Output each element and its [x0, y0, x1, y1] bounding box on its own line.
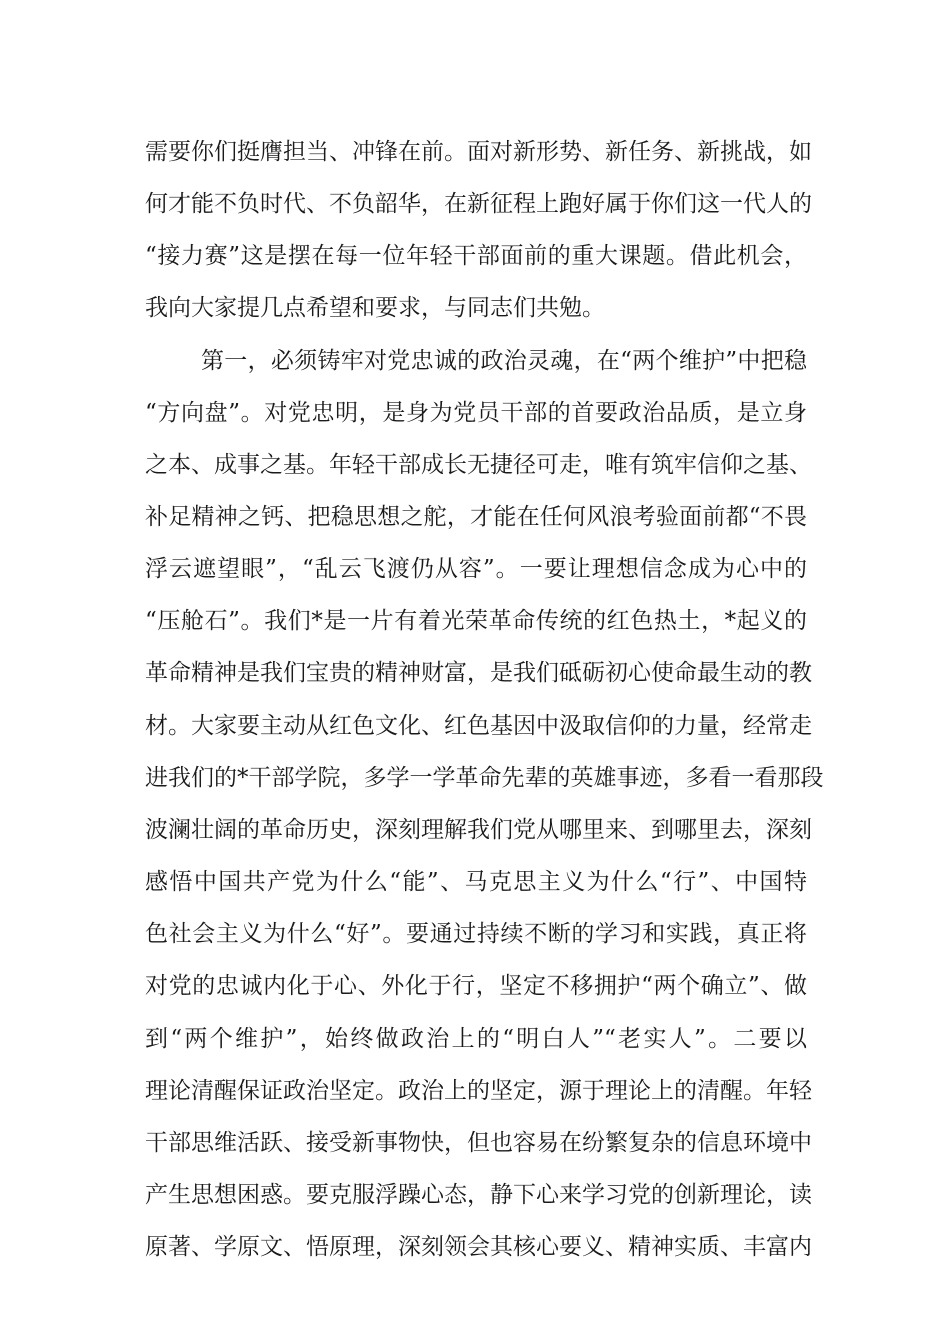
text-line-2: 何才能不负时代、不负韶华，在新征程上跑好属于你们这一代人的 [145, 191, 812, 217]
text-line-6: “方向盘”。对党忠明，是身为党员干部的首要政治品质，是立身 [145, 400, 807, 426]
text-line-7: 之本、成事之基。年轻干部成长无捷径可走，唯有筑牢信仰之基、 [145, 452, 812, 478]
text-line-16: 色社会主义为什么“好”。要通过持续不断的学习和实践，真正将 [145, 921, 807, 947]
text-line-1: 需要你们挺膺担当、冲锋在前。面对新形势、新任务、新挑战，如 [145, 139, 812, 165]
text-line-21: 产生思想困惑。要克服浮躁心态，静下心来学习党的创新理论，读 [145, 1182, 812, 1208]
text-line-11: 革命精神是我们宝贵的精神财富，是我们砥砺初心使命最生动的教 [145, 660, 812, 686]
paragraph-heading-first: 第一，必须铸牢对党忠诚的政治灵魂，在“两个维护”中把稳 [201, 348, 807, 374]
text-line-9: 浮云遮望眼”，“乱云飞渡仍从容”。一要让理想信念成为心中的 [145, 556, 807, 582]
text-line-17: 对党的忠诚内化于心、外化于行，坚定不移拥护“两个确立”、做 [145, 973, 807, 999]
text-line-18: 到“两个维护”，始终做政治上的“明白人”“老实人”。二要以 [145, 1026, 807, 1052]
text-line-22: 原著、学原文、悟原理，深刻领会其核心要义、精神实质、丰富内 [145, 1234, 812, 1260]
text-line-15: 感悟中国共产党为什么“能”、马克思主义为什么“行”、中国特 [145, 869, 807, 895]
text-line-3: “接力赛”这是摆在每一位年轻干部面前的重大课题。借此机会， [145, 243, 807, 269]
text-line-20: 干部思维活跃、接受新事物快，但也容易在纷繁复杂的信息环境中 [145, 1130, 812, 1156]
text-line-4: 我向大家提几点希望和要求，与同志们共勉。 [145, 295, 605, 321]
text-line-14: 波澜壮阔的革命历史，深刻理解我们党从哪里来、到哪里去，深刻 [145, 817, 812, 843]
text-line-12: 材。大家要主动从红色文化、红色基因中汲取信仰的力量，经常走 [145, 713, 812, 739]
text-line-10: “压舱石”。我们*是一片有着光荣革命传统的红色热土，*起义的 [145, 608, 807, 634]
text-line-13: 进我们的*干部学院，多学一学革命先辈的英雄事迹，多看一看那段 [145, 765, 824, 791]
text-line-19: 理论清醒保证政治坚定。政治上的坚定，源于理论上的清醒。年轻 [145, 1078, 812, 1104]
text-line-8: 补足精神之钙、把稳思想之舵，才能在任何风浪考验面前都“不畏 [145, 504, 807, 530]
